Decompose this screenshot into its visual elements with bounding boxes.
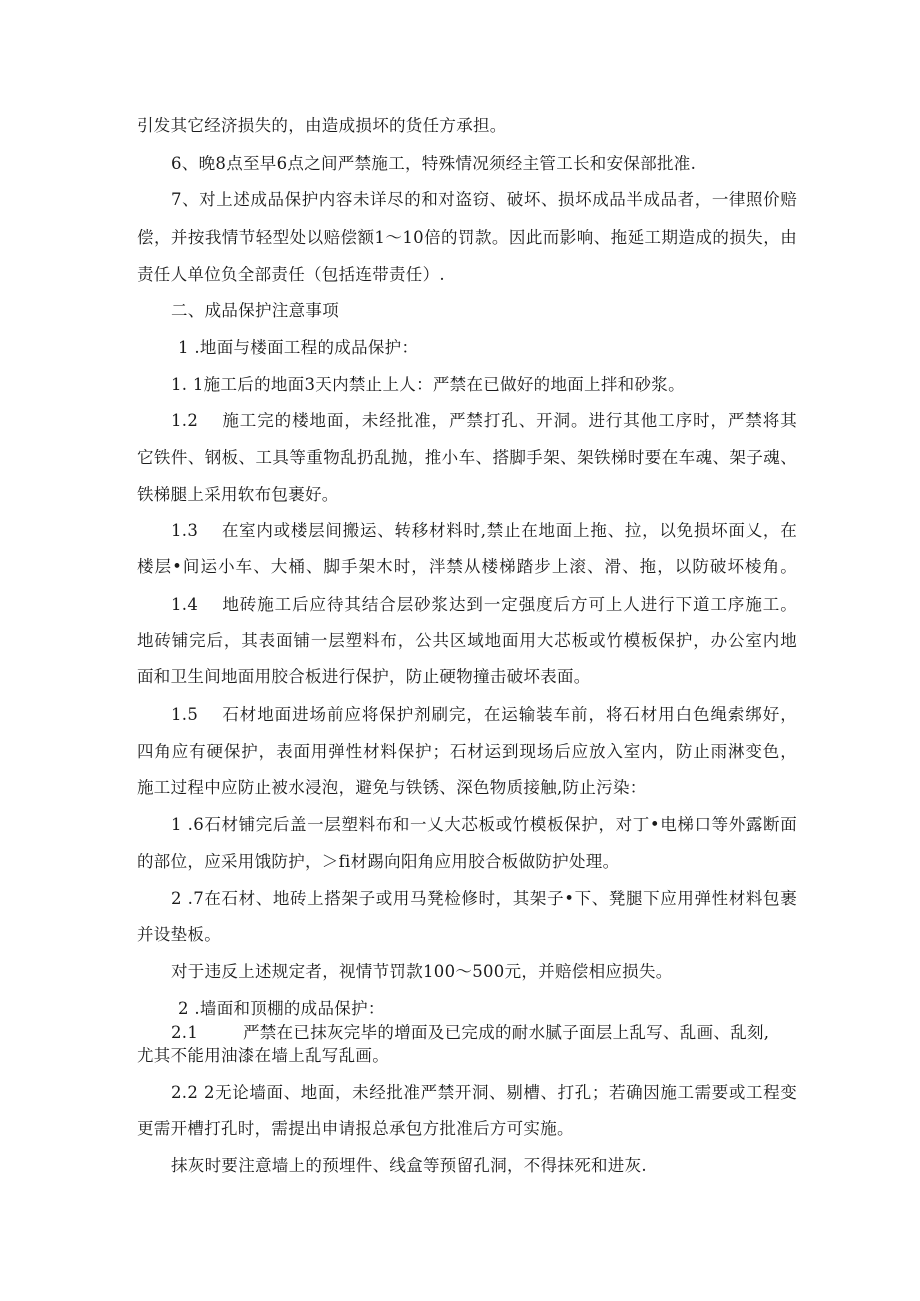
paragraph-line: 1.4 地砖施工后应待其结合层砂浆达到一定强度后方可上人进行下道工序施工。 xyxy=(171,595,797,614)
paragraph-line: 引发其它经济损失的，由造成损坏的货任方承担。 xyxy=(137,116,507,135)
paragraph-line: 2.2 2无论墙面、地面，未经批准严禁开洞、剔槽、打孔；若确因施工需要或工程变 xyxy=(171,1083,797,1102)
paragraph-line: 7、对上述成品保护内容未详尽的和对盗窃、破坏、损坏成品半成品者，一律照价赔 xyxy=(171,190,797,209)
paragraph-line: 6、晚8点至早6点之间严禁施工，特殊情况须经主管工长和安保部批准. xyxy=(171,154,697,173)
paragraph-line: 1. 1施工后的地面3天内禁止上人：严禁在已做好的地面上拌和砂浆。 xyxy=(171,375,685,394)
paragraph-line: 施工过程中应防止被水浸泡，避免与铁锈、深色物质接触,防止污染： xyxy=(137,778,647,797)
paragraph-line: 1 .6石材铺完后盖一层塑料布和一乂大芯板或竹模板保护，对丁•电梯口等外露断面 xyxy=(171,815,797,834)
paragraph-line: 楼层•间运小车、大桶、脚手架木时，泮禁从楼梯踏步上滚、滑、拖，以防破坏棱角。 xyxy=(137,557,797,576)
paragraph-line: 2 .7在石材、地砖上搭架子或用马凳检修时，其架子•下、凳腿下应用弹性材料包裹 xyxy=(171,889,797,908)
paragraph-line: 四角应有硬保护，表面用弹性材料保护；石材运到现场后应放入室内，防止雨淋变色， xyxy=(137,742,797,761)
paragraph-line: 1.3 在室内或楼层间搬运、转移材料时,禁止在地面上拖、拉，以免损坏面乂，在 xyxy=(171,521,797,540)
paragraph-line: 并设垫板。 xyxy=(137,925,221,944)
paragraph-line: 对于违反上述规定者，视情节罚款100～500元，并赔偿相应损失。 xyxy=(171,962,673,981)
paragraph-line: 1.5 石材地面进场前应将保护剂刷完，在运输装车前，将石材用白色绳索绑好， xyxy=(171,705,797,724)
paragraph-line: 抹灰时要注意墙上的预埋件、线盒等预留孔洞，不得抹死和进灰. xyxy=(171,1156,647,1175)
subsection-heading: 2 .墙面和顶棚的成品保护： xyxy=(178,999,385,1018)
paragraph-line: 责任人单位负全部责任（包括连带责任）. xyxy=(137,265,445,284)
paragraph-line: 面和卫生间地面用胶合板进行保护，防止硬物撞击破坏表面。 xyxy=(137,667,591,686)
paragraph-line: 地砖铺完后，其表面铺一层塑料布，公共区域地面用大芯板或竹模板保护，办公室内地 xyxy=(137,631,797,650)
paragraph-line: 铁梯腿上采用软布包裹好。 xyxy=(137,485,339,504)
section-heading: 二、成品保护注意事项 xyxy=(171,301,339,320)
paragraph-line: 尤其不能用油漆在墙上乱写乱画。 xyxy=(137,1046,389,1065)
subsection-heading: 1 .地面与楼面工程的成品保护： xyxy=(178,338,419,357)
paragraph-line: 偿，并按我情节轻型处以赔偿额1～10倍的罚款。因此而影响、拖延工期造成的损失，由 xyxy=(137,228,797,247)
paragraph-line: 它铁件、钢板、工具等重物乱扔乱抛，推小车、搭脚手架、架铁梯时要在车魂、架子魂、 xyxy=(137,448,797,467)
paragraph-line: 更需开槽打孔时，需提出申请报总承包方批准后方可实施。 xyxy=(137,1119,574,1138)
clause-number: 2.1 xyxy=(171,1023,199,1042)
paragraph-line: 严禁在已抹灰完毕的增面及已完成的耐水腻子面层上乱写、乱画、乱刻, xyxy=(243,1023,770,1042)
paragraph-line: 的部位，应采用饿防护，＞fi材踢向阳角应用胶合板做防护处理。 xyxy=(137,852,620,871)
paragraph-line: 1.2 施工完的楼地面，未经批准，严禁打孔、开洞。进行其他工序时，严禁将其 xyxy=(171,411,797,430)
